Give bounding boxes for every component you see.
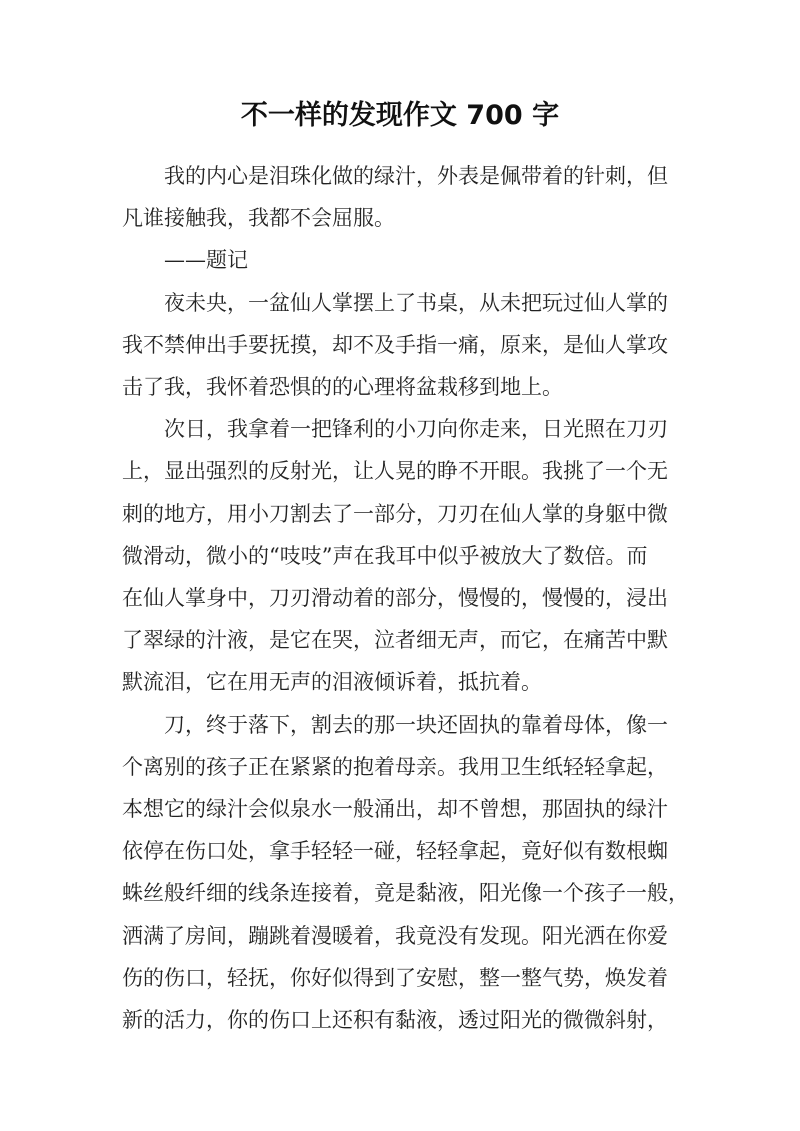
paragraph-line: 我不禁伸出手要抚摸，却不及手指一痛，原来，是仙人掌攻 xyxy=(122,332,668,357)
paragraph-3 xyxy=(122,704,689,1042)
paragraph-line: 蛛丝般纤细的线条连接着，竟是黏液，阳光像一个孩子一般， xyxy=(122,881,689,906)
paragraph-epigraph xyxy=(122,155,682,239)
paragraph-line: 凡谁接触我，我都不会屈服。 xyxy=(122,206,395,231)
paragraph-line: 了翠绿的汁液，是它在哭，泣者细无声，而它，在痛苦中默 xyxy=(122,628,668,653)
paragraph-line: 刀，终于落下，割去的那一块还固执的靠着母体，像一 xyxy=(164,712,668,737)
paragraph-line: 刺的地方，用小刀割去了一部分，刀刃在仙人掌的身躯中微 xyxy=(122,501,668,526)
paragraph-2 xyxy=(122,408,682,703)
paragraph-line: 默流泪，它在用无声的泪液倾诉着，抵抗着。 xyxy=(122,670,542,695)
paragraph-line: ——题记 xyxy=(164,248,248,273)
paragraph-epigraph-attribution xyxy=(122,239,682,281)
paragraph-line: 个离别的孩子正在紧紧的抱着母亲。我用卫生纸轻轻拿起， xyxy=(122,754,668,779)
paragraph-line: 洒满了房间，蹦跳着漫暖着，我竟没有发现。阳光洒在你爱 xyxy=(122,923,668,948)
paragraph-line: 上，显出强烈的反射光，让人晃的睁不开眼。我挑了一个无 xyxy=(122,459,668,484)
document-body xyxy=(122,155,689,1041)
paragraph-line: 击了我，我怀着恐惧的的心理将盆栽移到地上。 xyxy=(122,375,563,400)
paragraph-line: 次日，我拿着一把锋利的小刀向你走来，日光照在刀刃 xyxy=(164,417,668,442)
paragraph-line: 我的内心是泪珠化做的绿汁，外表是佩带着的针刺，但 xyxy=(164,164,668,188)
paragraph-1 xyxy=(122,282,682,409)
paragraph-line: 新的活力，你的伤口上还积有黏液，透过阳光的微微斜射， xyxy=(122,1008,668,1033)
paragraph-line: 夜未央，一盆仙人掌摆上了书桌，从未把玩过仙人掌的 xyxy=(164,290,668,315)
document-title: 不一样的发现作文 700 字 xyxy=(240,100,560,131)
paragraph-line: 依停在伤口处，拿手轻轻一碰，轻轻拿起，竟好似有数根蜘 xyxy=(122,839,668,864)
paragraph-line: 在仙人掌身中，刀刃滑动着的部分，慢慢的，慢慢的，浸出 xyxy=(122,586,668,611)
paragraph-line: 本想它的绿汁会似泉水一般涌出，却不曾想，那固执的绿汁 xyxy=(122,797,668,822)
paragraph-line: 伤的伤口，轻抚，你好似得到了安慰，整一整气势，焕发着 xyxy=(122,965,668,990)
paragraph-line: 微滑动，微小的“吱吱”声在我耳中似乎被放大了数倍。而 xyxy=(122,543,648,568)
